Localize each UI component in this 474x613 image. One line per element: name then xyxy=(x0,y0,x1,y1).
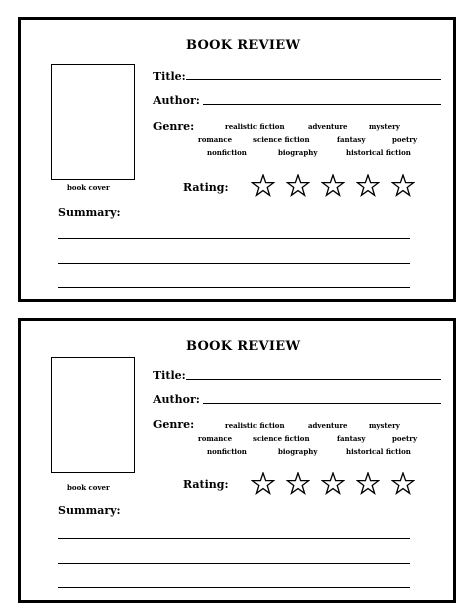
author-label: Author: xyxy=(153,94,200,107)
title-label: Title: xyxy=(153,369,186,382)
genre-option[interactable]: fantasy xyxy=(337,135,366,144)
genre-option[interactable]: biography xyxy=(278,447,318,456)
book-review-card xyxy=(18,17,456,302)
card-heading: BOOK REVIEW xyxy=(186,38,301,53)
title-write-line[interactable] xyxy=(186,79,441,80)
summary-label: Summary: xyxy=(58,206,121,219)
book-cover-label: book cover xyxy=(67,483,110,492)
author-label: Author: xyxy=(153,393,200,406)
genre-option[interactable]: adventure xyxy=(308,122,348,131)
star-icon[interactable] xyxy=(391,174,415,198)
genre-label: Genre: xyxy=(153,418,195,431)
book-cover-label: book cover xyxy=(67,183,110,192)
star-icon[interactable] xyxy=(391,472,415,496)
star-icon[interactable] xyxy=(286,174,310,198)
summary-write-line[interactable] xyxy=(58,238,410,239)
summary-write-line[interactable] xyxy=(58,538,410,539)
genre-option[interactable]: nonfiction xyxy=(207,148,247,157)
genre-option[interactable]: historical fiction xyxy=(346,148,411,157)
genre-option[interactable]: poetry xyxy=(392,434,418,443)
genre-label: Genre: xyxy=(153,120,195,133)
genre-option[interactable]: poetry xyxy=(392,135,418,144)
book-cover-box xyxy=(51,64,135,180)
genre-option[interactable]: realistic fiction xyxy=(225,122,285,131)
genre-option[interactable]: mystery xyxy=(369,122,400,131)
author-write-line[interactable] xyxy=(203,104,441,105)
rating-stars xyxy=(251,174,413,200)
rating-label: Rating: xyxy=(183,181,229,194)
genre-option[interactable]: nonfiction xyxy=(207,447,247,456)
title-label: Title: xyxy=(153,70,186,83)
star-icon[interactable] xyxy=(251,472,275,496)
rating-label: Rating: xyxy=(183,478,229,491)
summary-label: Summary: xyxy=(58,504,121,517)
author-write-line[interactable] xyxy=(203,403,441,404)
genre-option[interactable]: adventure xyxy=(308,421,348,430)
genre-option[interactable]: science fiction xyxy=(253,434,310,443)
genre-option[interactable]: romance xyxy=(198,135,233,144)
genre-option[interactable]: science fiction xyxy=(253,135,310,144)
summary-write-line[interactable] xyxy=(58,263,410,264)
genre-option[interactable]: historical fiction xyxy=(346,447,411,456)
title-write-line[interactable] xyxy=(186,379,441,380)
star-icon[interactable] xyxy=(356,174,380,198)
book-cover-box xyxy=(51,357,135,473)
genre-option[interactable]: realistic fiction xyxy=(225,421,285,430)
summary-write-line[interactable] xyxy=(58,563,410,564)
star-icon[interactable] xyxy=(321,472,345,496)
star-icon[interactable] xyxy=(356,472,380,496)
genre-option[interactable]: fantasy xyxy=(337,434,366,443)
summary-write-line[interactable] xyxy=(58,587,410,588)
card-heading: BOOK REVIEW xyxy=(186,339,301,354)
rating-stars xyxy=(251,472,413,498)
genre-option[interactable]: romance xyxy=(198,434,233,443)
star-icon[interactable] xyxy=(321,174,345,198)
book-review-card xyxy=(18,318,456,603)
star-icon[interactable] xyxy=(286,472,310,496)
star-icon[interactable] xyxy=(251,174,275,198)
genre-option[interactable]: mystery xyxy=(369,421,400,430)
genre-option[interactable]: biography xyxy=(278,148,318,157)
summary-write-line[interactable] xyxy=(58,287,410,288)
